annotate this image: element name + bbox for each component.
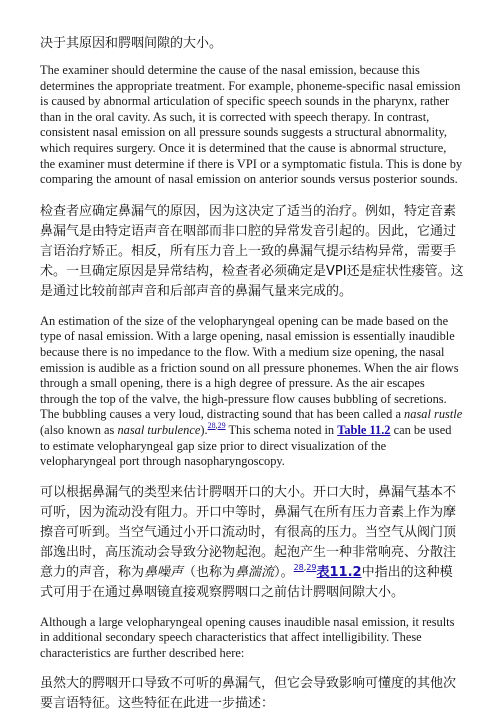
chinese-paragraph-continuation: 决于其原因和腭咽间隙的大小。	[40, 36, 223, 51]
term-nasal-turbulence-zh: 鼻湍流	[235, 564, 275, 580]
table-11-2-link-zh[interactable]: 表11.2	[316, 564, 362, 580]
english-paragraph-secondary-characteristics: Although a large velopharyngeal opening causes inaudible nasal emission, it results in additional secondary speech characteristics that affect intelligibility. These characteristics are further described here:	[40, 614, 455, 660]
paragraph-text: ).	[200, 422, 208, 437]
paragraph-text: ）。	[274, 564, 294, 580]
citation-separator: ,	[303, 562, 307, 572]
english-paragraph-opening-size	[40, 314, 464, 470]
chinese-paragraph-nasal-emission-cause: 检查者应确定鼻漏气的原因，因为这决定了适当的治疗。例如，特定音素鼻漏气是由特定语声音在咽部而非口腔的异常发音引起的。因此，它通过言语治疗矫正。相反，所有压力音上一致的鼻漏气提示结构异常，需要手术。一旦确定原因是异常结构，检查者必须确定是VPI还是症状性瘘管。这是通过比较前部声音和后部声音的鼻漏气量来完成的。	[40, 203, 464, 299]
paragraph-text: An estimation of the size of the velopharyngeal opening can be made based on the type of nasal emission. With a large opening, nasal emission is essentially inaudible because there is no impedance to the flow. With a medium size opening, the nasal emission is audible as a friction sound on all pressure phonemes. When the air flows through a small opening, there is a high degree of pressure. As the air escapes through the top of the valve, the high-pressure flow causes bubbling of secretions. The bubbling causes a very loud, distracting sound that has been called a	[40, 313, 459, 422]
paragraph-text: can be used to estimate velopharyngeal gap size prior to direct visualization of the velopharyngeal port through nasopharyngoscopy.	[40, 422, 452, 469]
paragraph-text: (also known as	[40, 422, 118, 437]
citation-link-28[interactable]: 28	[293, 562, 304, 572]
citation-refs	[208, 421, 226, 430]
paragraph-text: 可以根据鼻漏气的类型来估计腭咽开口的大小。开口大时，鼻漏气基本不可听，因为流动没有阻力。开口中等时，鼻漏气在所有压力音素上作为摩擦音可听到。当空气通过小开口流动时，有很高的压力。当空气从阀门顶部逸出时，高压流动会导致分泌物起泡。起泡产生一种非常响亮、分散注意力的声音，称为	[40, 484, 457, 580]
term-nasal-rustle-zh: 鼻噪声	[144, 564, 184, 580]
table-11-2-link[interactable]: Table 11.2	[337, 422, 391, 437]
paragraph-text: （也称为	[183, 564, 236, 580]
chinese-paragraph-secondary-characteristics: 虽然大的腭咽开口导致不可听的鼻漏气，但它会导致影响可懂度的其他次要言语特征。这些特征在此进一步描述：	[40, 676, 457, 712]
english-paragraph-nasal-emission-cause: The examiner should determine the cause of the nasal emission, because this determines the appropriate treatment. For example, phoneme-specific nasal emission is caused by abnormal articulation of specific speech sounds in the pharynx, rather than in the oral cavity. As such, it is corrected with speech therapy. In contrast, consistent nasal emission on all pressure sounds suggests a structural abnormality, which requires surgery. Once it is determined that the cause is abnormal structure, the examiner must determine if there is VPI or a symptomatic fistula. This is done by comparing the amount of nasal emission on anterior sounds versus posterior sounds.	[40, 63, 463, 187]
chinese-paragraph-opening-size	[40, 483, 464, 603]
citation-separator: ,	[215, 420, 218, 430]
citation-refs	[294, 563, 317, 572]
paragraph-text: 中指出的这种模式可用于在通过鼻咽镜直接观察腭咽口之前估计腭咽间隙大小。	[40, 564, 453, 600]
term-nasal-turbulence: nasal turbulence	[117, 422, 201, 437]
citation-link-28[interactable]: 28	[207, 420, 216, 430]
term-nasal-rustle: nasal rustle	[404, 407, 463, 422]
citation-link-29[interactable]: 29	[217, 420, 226, 430]
citation-link-29[interactable]: 29	[306, 562, 317, 572]
paragraph-text: This schema noted in	[225, 422, 338, 437]
